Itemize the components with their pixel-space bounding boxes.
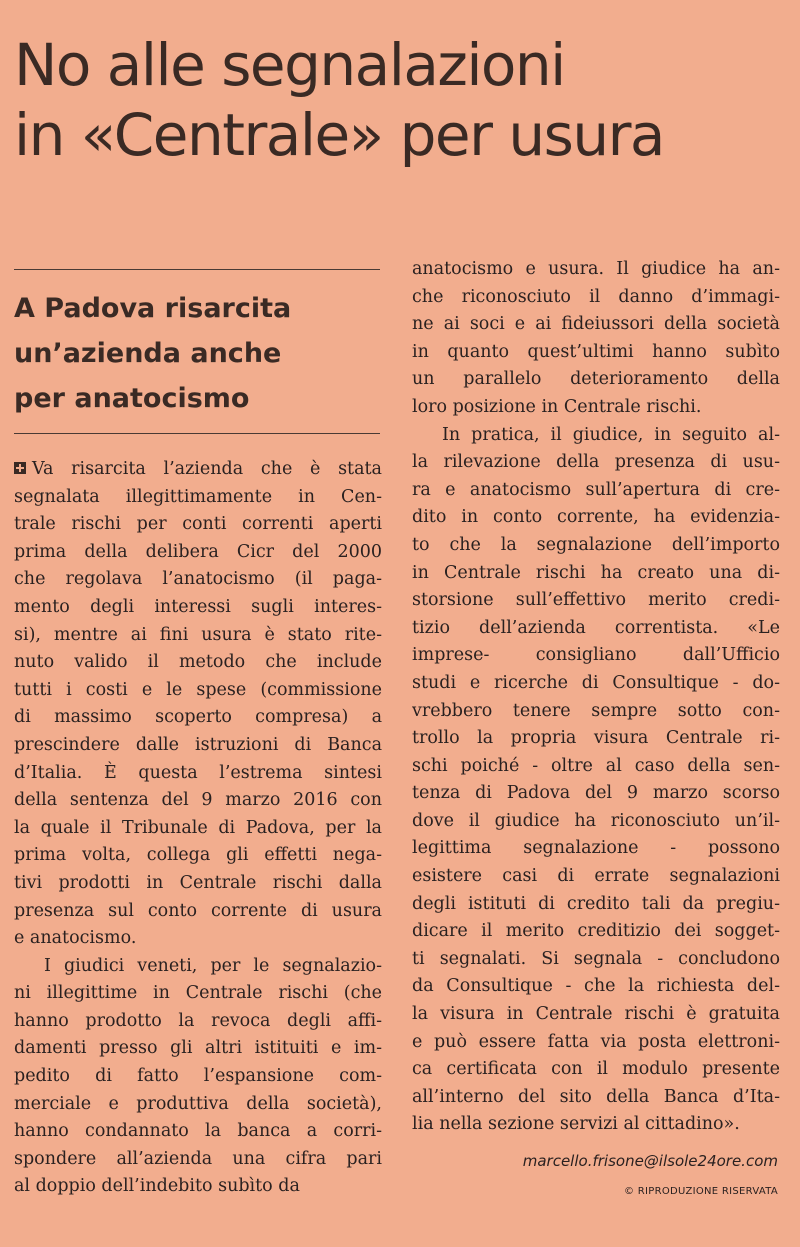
body-line: prescindere dalle istruzioni di Banca [14,734,382,755]
body-line: e anatocismo. [14,928,137,949]
article-title [14,30,794,170]
body-line: in Centrale rischi ha creato una di- [412,562,780,583]
body-line: ne ai soci e ai fideiussori della società [412,314,780,335]
body-column-right [412,256,780,1139]
body-line: che riconosciuto il danno d’immagi- [412,286,780,307]
body-line: di massimo scoperto compresa) a [14,707,382,728]
body-line: merciale e produttiva della società), [14,1093,382,1114]
body-column-left [14,456,382,1201]
body-line: d’Italia. È questa l’estrema sintesi [14,762,382,783]
body-line: esistere casi di errate segnalazioni [412,866,780,887]
body-line: tivi prodotti in Centrale rischi dalla [14,872,382,893]
body-line: dicare il merito creditizio dei sogget- [412,921,780,942]
body-line: Va risarcita l’azienda che è stata [14,456,382,484]
body-line: trale rischi per conti correnti aperti [14,514,382,535]
body-line: pedito di fatto l’espansione com- [14,1066,382,1087]
body-line: loro posizione in Centrale rischi. [412,396,702,417]
body-line: un parallelo deterioramento della [412,369,780,390]
body-line: prima volta, collega gli effetti nega- [14,845,382,866]
subtitle-line: per anatocismo [14,383,250,414]
body-line: in quanto quest’ultimi hanno subìto [412,341,780,362]
body-line: studi e ricerche di Consultique - do- [412,672,780,693]
body-line: degli istituti di credito tali da pregiu- [412,893,780,914]
article-start-icon [14,462,26,474]
copyright-notice: © RIPRODUZIONE RISERVATA [623,1186,778,1197]
body-line: I giudici veneti, per le segnalazio- [44,955,382,976]
body-line: storsione sull’effettivo merito credi- [412,590,780,611]
body-line: segnalata illegittimamente in Cen- [14,486,382,507]
body-line: damenti presso gli altri istituiti e im- [14,1038,382,1059]
body-line: e può essere fatta via posta elettroni- [412,1031,780,1052]
body-line: dito in conto corrente, ha evidenzia- [412,507,780,528]
divider [14,269,380,270]
body-line: mento degli interessi sugli interes- [14,596,382,617]
body-line: tenza di Padova del 9 marzo scorso [412,783,780,804]
title-line: No alle segnalazioni [14,31,565,99]
body-line: ti segnalati. Si segnala - concludono [412,948,780,969]
body-line: la visura in Centrale rischi è gratuita [412,1004,780,1025]
body-line: schi poiché - oltre al caso della sen- [412,755,780,776]
body-line: anatocismo e usura. Il giudice ha an- [412,259,780,279]
body-line: tutti i costi e le spese (commissione [14,679,382,700]
body-line: trollo la propria visura Centrale ri- [412,728,780,749]
author-email: marcello.frisone@ilsole24ore.com [522,1152,778,1170]
body-line: al doppio dell’indebito subìto da [14,1176,300,1197]
body-line: la rilevazione della presenza di usu- [412,452,780,473]
body-line: si), mentre ai fini usura è stato rite- [14,624,382,645]
divider [14,433,380,434]
body-line: tizio dell’azienda correntista. «Le [412,617,780,638]
subtitle-line: A Padova risarcita [14,293,292,324]
body-line: In pratica, il giudice, in seguito al- [442,424,780,445]
title-line: in «Centrale» per usura [14,101,664,169]
body-line: vrebbero tenere sempre sotto con- [412,700,780,721]
body-line: imprese- consigliano dall’Ufficio [412,645,780,666]
body-line: ni illegittime in Centrale rischi (che [14,983,382,1004]
article-subtitle [14,286,394,421]
body-line: all’interno del sito della Banca d’Ita- [412,1086,780,1107]
subtitle-line: un’azienda anche [14,338,282,369]
body-line: hanno condannato la banca a corri- [14,1121,382,1142]
body-line: spondere all’azienda una cifra pari [14,1148,382,1169]
body-line: ra e anatocismo sull’apertura di cre- [412,479,780,500]
body-line: hanno prodotto la revoca degli affi- [14,1010,382,1031]
body-line: che regolava l’anatocismo (il paga- [14,569,382,590]
body-line: della sentenza del 9 marzo 2016 con [14,790,382,811]
body-line: ca certificata con il modulo presente [412,1059,780,1080]
body-line: la quale il Tribunale di Padova, per la [14,817,382,838]
body-line: dove il giudice ha riconosciuto un’il- [412,810,780,831]
body-line: lia nella sezione servizi al cittadino». [412,1114,740,1135]
body-line: legittima segnalazione - possono [412,838,780,859]
body-line: presenza sul conto corrente di usura [14,900,382,921]
body-line: prima della delibera Cicr del 2000 [14,541,382,562]
body-line: nuto valido il metodo che include [14,652,382,673]
body-line: da Consultique - che la richiesta del- [412,976,780,997]
body-line: to che la segnalazione dell’importo [412,534,780,555]
